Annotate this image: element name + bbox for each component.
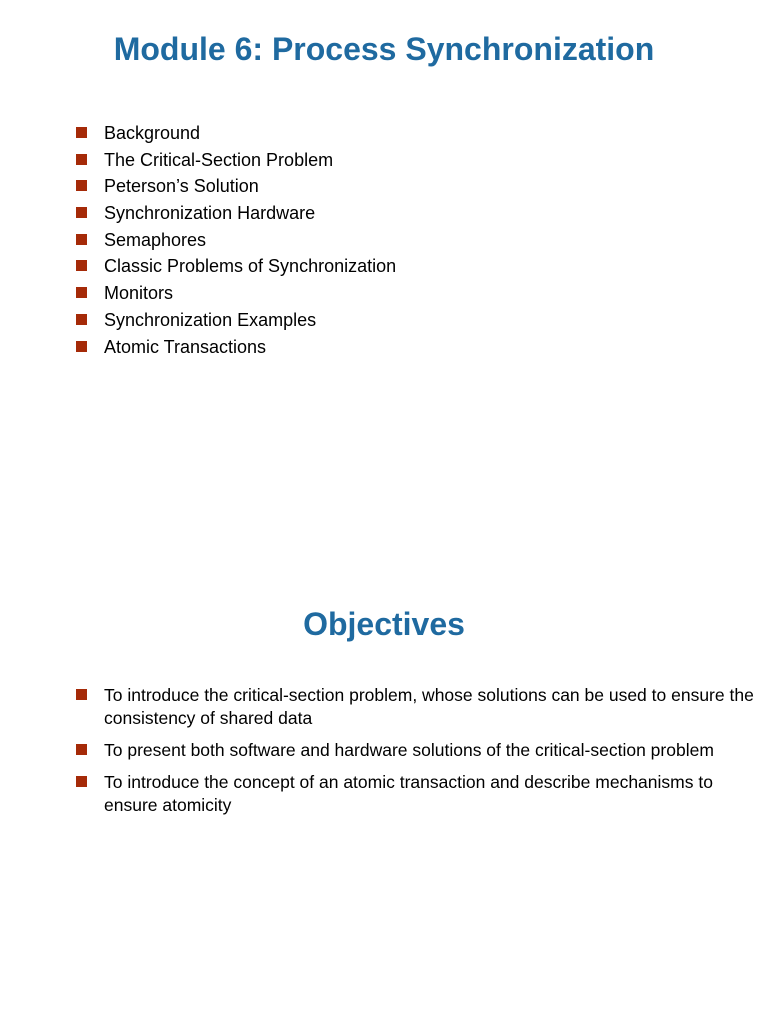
square-bullet-icon: [76, 689, 87, 700]
topic-list: [74, 120, 734, 360]
square-bullet-icon: [76, 180, 87, 191]
slide-title: Objectives: [303, 606, 465, 642]
list-item-text: To introduce the critical-section problem, whose solutions can be used to ensure the consistency of shared data: [104, 685, 754, 728]
slide-title: Module 6: Process Synchronization: [113, 31, 655, 67]
list-item: [74, 200, 734, 227]
objective-list: [74, 684, 754, 826]
list-item-text: Background: [104, 123, 201, 143]
list-item-text: Atomic Transactions: [104, 336, 267, 357]
square-bullet-icon: [76, 314, 87, 325]
list-item-text: To introduce the concept of an atomic transaction and describe mechanisms to ensure atomicity: [104, 772, 713, 815]
list-item-text: The Critical-Section Problem: [104, 149, 334, 170]
list-item-text: Peterson’s Solution: [104, 176, 259, 197]
square-bullet-icon: [76, 776, 87, 787]
list-item: [74, 771, 754, 817]
square-bullet-icon: [76, 234, 87, 245]
list-item: [74, 173, 734, 200]
list-item: [74, 227, 734, 254]
list-item-text: Synchronization Hardware: [104, 203, 316, 224]
square-bullet-icon: [76, 127, 87, 138]
list-item: [74, 147, 734, 174]
list-item: [74, 280, 734, 307]
square-bullet-icon: [76, 260, 87, 271]
square-bullet-icon: [76, 154, 87, 165]
list-item-text: Synchronization Examples: [104, 309, 317, 330]
list-item-text: Semaphores: [104, 229, 207, 250]
list-item-text: To present both software and hardware solutions of the critical-section problem: [104, 740, 714, 760]
list-item: [74, 253, 734, 280]
list-item-text: Monitors: [104, 283, 174, 304]
square-bullet-icon: [76, 207, 87, 218]
square-bullet-icon: [76, 744, 87, 755]
list-item-text: Classic Problems of Synchronization: [104, 256, 397, 277]
square-bullet-icon: [76, 287, 87, 298]
list-item: [74, 739, 754, 762]
list-item: [74, 307, 734, 334]
slide-objectives: [0, 512, 768, 1024]
list-item: [74, 684, 754, 730]
list-item: [74, 120, 734, 147]
square-bullet-icon: [76, 341, 87, 352]
list-item: [74, 334, 734, 361]
